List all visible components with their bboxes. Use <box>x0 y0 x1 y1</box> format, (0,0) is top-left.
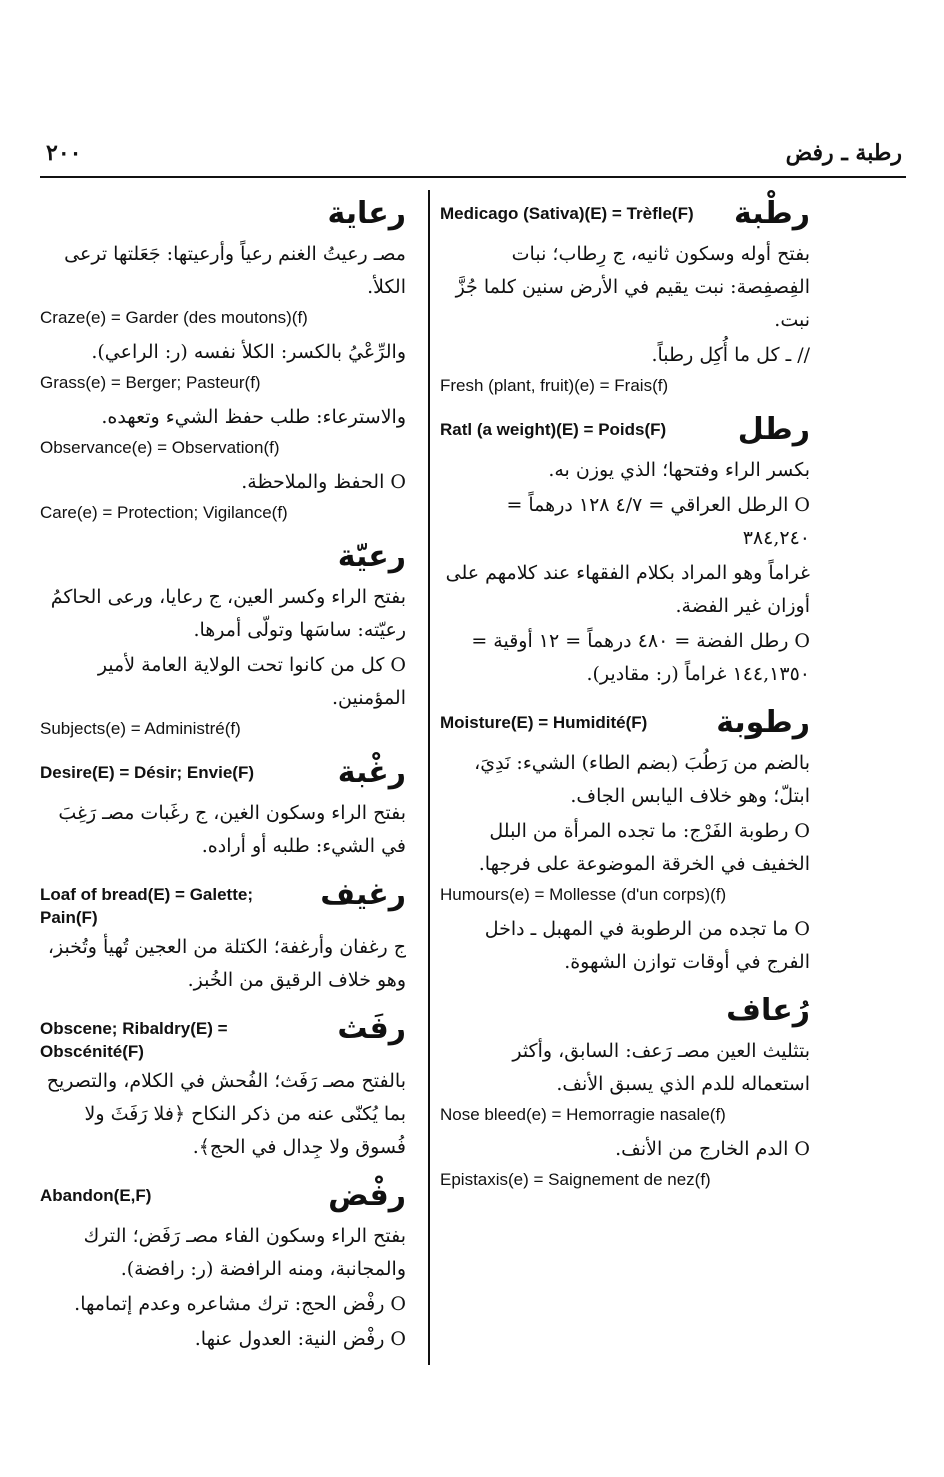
dictionary-entry <box>40 1011 406 1164</box>
headword: رطْبة <box>734 196 810 231</box>
arabic-definition: O ما تجده من الرطوبة في المهبل ـ داخل الفرج في أوقات توازن الشهوة. <box>484 918 810 973</box>
arabic-definition: بالضم من رَطُبَ (بضم الطاء) الشيء: نَدِيَ، ابتلّ؛ وهو خلاف اليابس الجاف. <box>474 752 810 807</box>
arabic-definition: بفتح أوله وسكون ثانيه، ج رِطاب؛ نبات الفِصفِصة: نبت يقيم في الأرض سنين كلما جُزَّ نبت. <box>455 243 810 331</box>
arabic-definition: O الرطل العراقي = ٤/٧ ١٢٨ درهماً = ٣٨٤,٢٤٠ <box>506 494 810 549</box>
dictionary-entry <box>440 412 810 691</box>
arabic-definition: O رطوبة الفَرْج: ما تجده المرأة من البلل الخفيف في الخرقة الموضوعة على فرجها. <box>478 820 810 875</box>
arabic-definition: بفتح الراء وكسر العين، ج رعايا، ورعى الحاكمُ رعيّته: ساسَها وتولّى أمرها. <box>50 586 406 641</box>
arabic-definition: O كل من كانوا تحت الولاية العامة لأمير المؤمنين. <box>97 654 406 709</box>
dictionary-entry <box>40 539 406 741</box>
dictionary-entry <box>40 877 406 997</box>
page-number: ٢٠٠ <box>46 140 82 166</box>
translation-line: Subjects(e) = Administré(f) <box>40 719 241 738</box>
entry-head <box>40 1011 406 1063</box>
headword-translation: Loaf of bread(E) = Galette; Pain(F) <box>40 885 253 927</box>
arabic-definition: O رطل الفضة = ٤٨٠ درهماً = ١٢ أوقية = ١٤٤,١٣٥٠ غراماً (ر: مقادير). <box>471 630 810 685</box>
headword: رعيّة <box>337 539 406 574</box>
dictionary-entry <box>440 993 810 1192</box>
entry-head <box>440 412 810 452</box>
entry-head <box>40 539 406 579</box>
entry-head <box>440 705 810 745</box>
entry-head <box>40 877 406 929</box>
headword: رغْبة <box>337 755 406 790</box>
arabic-definition: بكسر الراء وفتحها؛ الذي يوزن به. <box>548 459 810 481</box>
translation-line: Craze(e) = Garder (des moutons)(f) <box>40 308 308 327</box>
arabic-definition: O رفْض النية: العدول عنها. <box>194 1328 406 1350</box>
headword-translation: Desire(E) = Désir; Envie(F) <box>40 763 254 782</box>
headword: رُعاف <box>726 993 810 1028</box>
dictionary-entry <box>40 1178 406 1356</box>
headword: رعاية <box>327 196 406 231</box>
translation-line: Nose bleed(e) = Hemorragie nasale(f) <box>440 1105 726 1124</box>
headword: رطل <box>737 412 810 447</box>
arabic-definition: مصـ رعيتُ الغنم رعياً وأرعيتها: جَعَلتها ترعى الكلأ. <box>64 243 406 298</box>
translation-line: Fresh (plant, fruit)(e) = Frais(f) <box>440 376 669 395</box>
arabic-definition: // ـ كل ما أُكِل رطباً. <box>651 344 810 366</box>
entry-head <box>40 1178 406 1218</box>
arabic-definition: بالفتح مصـ رَفَث؛ الفُحش في الكلام، والتصريح بما يُكنّى عنه من ذكر النكاح ﴿فلا رَفَثَ ولا فُسوق ولا جِدال في الحج﴾. <box>46 1070 406 1158</box>
dictionary-entry <box>440 705 810 979</box>
translation-line: Care(e) = Protection; Vigilance(f) <box>40 503 288 522</box>
headword-translation: Ratl (a weight)(E) = Poids(F) <box>440 420 667 439</box>
translation-line: Grass(e) = Berger; Pasteur(f) <box>40 373 261 392</box>
entry-head <box>40 196 406 236</box>
entry-head <box>40 755 406 795</box>
headword-translation: Abandon(E,F) <box>40 1186 152 1205</box>
right-column <box>440 196 810 1206</box>
arabic-definition: O الحفظ والملاحظة. <box>241 471 406 493</box>
headword: رفْض <box>328 1178 406 1213</box>
headword-translation: Medicago (Sativa)(E) = Trèfle(F) <box>440 204 694 223</box>
column-divider <box>428 190 430 1365</box>
arabic-definition: ج رغفان وأرغفة؛ الكتلة من العجين تُهيأ وتُخبز، وهو خلاف الرقيق من الخُبز. <box>47 936 406 991</box>
headword: رغيف <box>320 877 406 912</box>
entry-head <box>440 196 810 236</box>
entry-head <box>440 993 810 1033</box>
left-column <box>40 196 406 1370</box>
translation-line: Epistaxis(e) = Saignement de nez(f) <box>440 1170 711 1189</box>
arabic-definition: O الدم الخارج من الأنف. <box>615 1138 810 1160</box>
headword: رفَث <box>337 1011 406 1046</box>
page-header <box>40 140 906 174</box>
headword: رطوبة <box>716 705 810 740</box>
headword-translation: Obscene; Ribaldry(E) = Obscénité(F) <box>40 1019 228 1061</box>
translation-line: Observance(e) = Observation(f) <box>40 438 280 457</box>
header-rule <box>40 176 906 178</box>
dictionary-entry <box>440 196 810 398</box>
arabic-definition: O رفْض الحج: ترك مشاعره وعدم إتمامها. <box>74 1293 406 1315</box>
arabic-definition: بفتح الراء وسكون الغين، ج رغَبات مصـ رَغِبَ في الشيء: طلبه أو أراده. <box>58 802 406 857</box>
arabic-definition: بفتح الراء وسكون الفاء مصـ رَفَض؛ الترك والمجانبة، ومنه الرافضة (ر: رافضة). <box>83 1225 406 1280</box>
dictionary-entry <box>40 755 406 863</box>
running-head: رطبة ـ رفض <box>785 140 902 166</box>
translation-line: Humours(e) = Mollesse (d'un corps)(f) <box>440 885 727 904</box>
arabic-definition: بتثليث العين مصـ رَعف: السابق، وأكثر استعماله للدم الذي يسبق الأنف. <box>512 1040 810 1095</box>
dictionary-entry <box>40 196 406 525</box>
arabic-definition: والرِّعْيُ بالكسر: الكلأ نفسه (ر: الراعي). <box>91 341 406 363</box>
arabic-definition: غراماً وهو المراد بكلام الفقهاء عند كلامهم على أوزان غير الفضة. <box>445 562 810 617</box>
headword-translation: Moisture(E) = Humidité(F) <box>440 713 648 732</box>
arabic-definition: والاسترعاء: طلب حفظ الشيء وتعهده. <box>101 406 406 428</box>
